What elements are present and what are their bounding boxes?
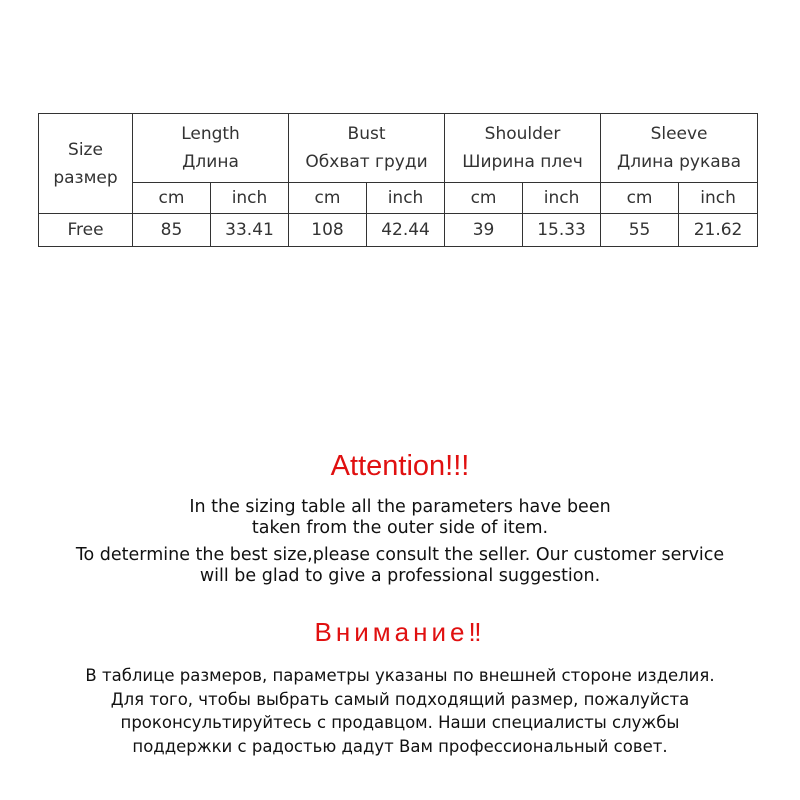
- attention-line: поддержки с радостью дадут Вам профессиональный совет.: [132, 736, 668, 756]
- unit-cm-cell: cm: [601, 183, 679, 214]
- attention-line: will be glad to give a professional suggestion.: [199, 566, 601, 586]
- attention-paragraph-en-2: [0, 545, 800, 587]
- attention-paragraph-en-1: [0, 497, 800, 539]
- attention-line: To determine the best size,please consult the seller. Our customer service: [75, 545, 725, 565]
- table-row: [39, 214, 758, 247]
- attention-line: Для того, чтобы выбрать самый подходящий размер, пожалуйста: [110, 689, 690, 709]
- table-header-row: [39, 114, 758, 183]
- attention-line: taken from the outer side of item.: [251, 518, 549, 538]
- value-cell: 55: [601, 214, 679, 247]
- attention-line: проконсультируйтесь с продавцом. Наши специалисты службы: [120, 713, 680, 732]
- size-value-cell: Free: [39, 214, 133, 247]
- value-cell: 15.33: [523, 214, 601, 247]
- unit-cm-cell: cm: [289, 183, 367, 214]
- table-unit-row: [39, 183, 758, 214]
- size-header-cell: [39, 114, 133, 214]
- unit-inch-cell: inch: [523, 183, 601, 214]
- unit-inch-cell: inch: [679, 183, 758, 214]
- column-name-en: Length: [181, 124, 240, 144]
- column-name-ru: Ширина плеч: [462, 152, 583, 172]
- value-cell: 21.62: [679, 214, 758, 247]
- column-name-en: Sleeve: [650, 124, 708, 144]
- attention-line: В таблице размеров, параметры указаны по внешней стороне изделия.: [85, 666, 715, 685]
- size-label-en: Size: [68, 139, 103, 160]
- value-cell: 108: [289, 214, 367, 247]
- column-header-bust: [289, 114, 445, 183]
- unit-cm-cell: cm: [133, 183, 211, 214]
- attention-paragraph-ru: [0, 664, 800, 758]
- column-name-ru: Длина: [182, 152, 239, 172]
- column-header-shoulder: [445, 114, 601, 183]
- attention-title-en: Attention!!!: [330, 450, 470, 482]
- unit-inch-cell: inch: [211, 183, 289, 214]
- column-name-en: Bust: [347, 124, 386, 144]
- unit-cm-cell: cm: [445, 183, 523, 214]
- value-cell: 33.41: [211, 214, 289, 247]
- size-table: [38, 113, 758, 247]
- value-cell: 42.44: [367, 214, 445, 247]
- unit-inch-cell: inch: [367, 183, 445, 214]
- column-name-ru: Обхват груди: [305, 152, 428, 172]
- size-label-ru: размер: [53, 167, 118, 188]
- value-cell: 85: [133, 214, 211, 247]
- column-name-en: Shoulder: [484, 124, 561, 144]
- attention-line: In the sizing table all the parameters have been: [189, 497, 611, 517]
- value-cell: 39: [445, 214, 523, 247]
- attention-title-ru: Внимание‼: [314, 617, 486, 647]
- column-header-sleeve: [601, 114, 758, 183]
- column-header-length: [133, 114, 289, 183]
- column-name-ru: Длина рукава: [616, 152, 742, 172]
